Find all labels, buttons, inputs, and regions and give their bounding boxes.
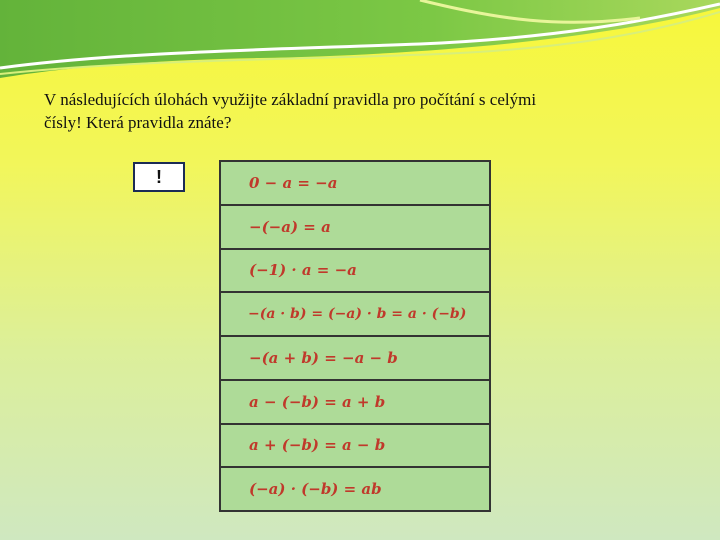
- rules-table: [219, 160, 491, 512]
- rule-text: a + (−b) = a − b: [249, 436, 386, 455]
- rule-text: −(−a) = a: [249, 217, 331, 236]
- rule-row[interactable]: [221, 468, 489, 510]
- rule-row[interactable]: [221, 381, 489, 425]
- rule-row[interactable]: [221, 337, 489, 381]
- exclamation-icon: !: [156, 166, 162, 187]
- instruction-line-2: čísly! Která pravidla znáte?: [44, 113, 232, 132]
- rule-text: (−a) · (−b) = ab: [249, 480, 382, 499]
- instruction-line-1: V následujících úlohách využijte základní pravidla pro počítání s celými: [44, 90, 537, 109]
- rule-row[interactable]: [221, 425, 489, 469]
- task-instruction: [44, 88, 644, 134]
- decorative-top-wave: [0, 0, 720, 90]
- rule-row[interactable]: [221, 250, 489, 294]
- rule-text: −(a + b) = −a − b: [249, 348, 398, 367]
- rule-text: (−1) · a = −a: [249, 261, 357, 280]
- rule-row[interactable]: [221, 206, 489, 250]
- rule-text: −(a · b) = (−a) · b = a · (−b): [248, 306, 467, 323]
- exclamation-marker-button[interactable]: [133, 162, 185, 192]
- rule-row[interactable]: [221, 293, 489, 337]
- rule-row[interactable]: [221, 162, 489, 206]
- rule-text: a − (−b) = a + b: [249, 392, 386, 411]
- rule-text: 0 − a = −a: [249, 173, 338, 192]
